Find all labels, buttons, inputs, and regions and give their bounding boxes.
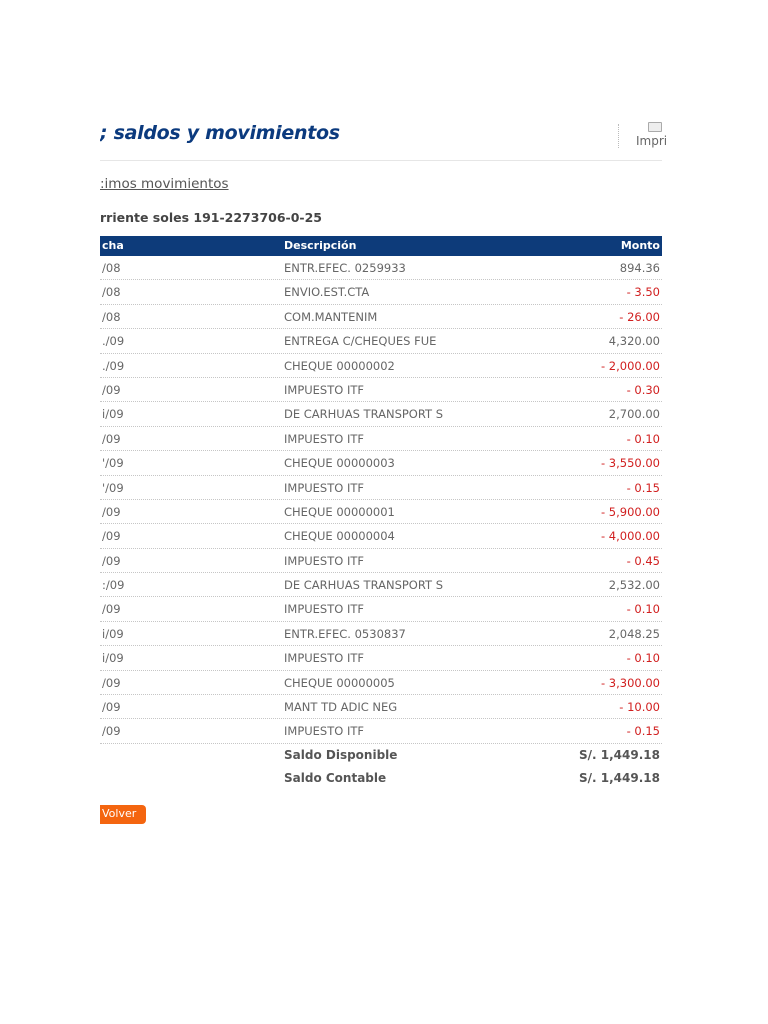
row-fecha: /09	[102, 700, 121, 715]
row-descripcion: IMPUESTO ITF	[284, 480, 364, 495]
row-monto: - 2,000.00	[600, 358, 660, 373]
row-descripcion: CHEQUE 00000005	[284, 675, 395, 690]
row-descripcion: DE CARHUAS TRANSPORT S	[284, 578, 443, 593]
table-row	[100, 402, 662, 426]
row-monto: - 0.10	[626, 431, 660, 446]
table-row	[100, 695, 662, 719]
table-row	[100, 451, 662, 475]
table-row	[100, 500, 662, 524]
row-fecha: /08	[102, 285, 121, 300]
viewport-crop-mask	[0, 0, 100, 1024]
row-fecha: i/09	[102, 407, 124, 422]
row-fecha: ./09	[102, 334, 125, 349]
row-monto: 2,700.00	[608, 407, 660, 422]
table-body	[100, 256, 662, 744]
row-descripcion: IMPUESTO ITF	[284, 602, 364, 617]
total-label: Saldo Disponible	[284, 748, 398, 762]
row-monto: - 26.00	[619, 309, 660, 324]
movements-table	[100, 236, 662, 796]
row-fecha: '/09	[102, 480, 124, 495]
row-monto: - 4,000.00	[600, 529, 660, 544]
table-header	[100, 236, 662, 256]
row-monto: 2,048.25	[608, 626, 660, 641]
table-row	[100, 622, 662, 646]
account-label: rriente soles 191-2273706-0-25	[100, 210, 323, 225]
section-heading[interactable]: :imos movimientos	[100, 176, 229, 192]
row-fecha: /09	[102, 602, 121, 617]
row-monto: - 10.00	[619, 700, 660, 715]
column-header-descripcion: Descripción	[284, 239, 357, 252]
row-monto: - 5,900.00	[600, 504, 660, 519]
table-row	[100, 671, 662, 695]
row-descripcion: ENVIO.EST.CTA	[284, 285, 370, 300]
table-row	[100, 305, 662, 329]
row-descripcion: ENTR.EFEC. 0259933	[284, 261, 406, 275]
page-title: ; saldos y movimientos	[100, 122, 340, 144]
row-descripcion: DE CARHUAS TRANSPORT S	[284, 407, 443, 422]
table-row	[100, 646, 662, 670]
table-row	[100, 280, 662, 304]
row-monto: - 3.50	[626, 285, 660, 300]
row-monto: - 3,300.00	[600, 675, 660, 690]
table-row	[100, 597, 662, 621]
row-descripcion: IMPUESTO ITF	[284, 431, 364, 446]
row-descripcion: IMPUESTO ITF	[284, 553, 364, 568]
table-totals	[100, 744, 662, 790]
row-monto: 2,532.00	[608, 578, 660, 593]
row-fecha: /09	[102, 553, 121, 568]
print-link[interactable]	[632, 118, 668, 152]
printer-icon	[648, 122, 662, 132]
total-amount: S/. 1,449.18	[579, 748, 660, 762]
row-descripcion: IMPUESTO ITF	[284, 651, 364, 666]
row-monto: - 0.45	[626, 553, 660, 568]
total-amount: S/. 1,449.18	[579, 771, 660, 785]
row-descripcion: CHEQUE 00000004	[284, 529, 395, 544]
table-row	[100, 378, 662, 402]
table-row	[100, 549, 662, 573]
total-row	[100, 744, 662, 767]
table-row	[100, 719, 662, 743]
row-monto: - 0.15	[626, 480, 660, 495]
row-monto: - 0.10	[626, 651, 660, 666]
row-monto: - 3,550.00	[600, 456, 660, 471]
row-monto: 4,320.00	[608, 334, 660, 349]
row-fecha: /08	[102, 261, 121, 275]
table-row	[100, 329, 662, 353]
row-monto: 894.36	[619, 261, 660, 275]
table-row	[100, 354, 662, 378]
table-row	[100, 573, 662, 597]
row-fecha: /08	[102, 309, 121, 324]
column-header-monto: Monto	[620, 239, 660, 252]
row-fecha: /09	[102, 431, 121, 446]
row-fecha: /09	[102, 382, 121, 397]
back-button-label: Volver	[102, 807, 137, 820]
row-fecha: /09	[102, 504, 121, 519]
header-divider	[618, 124, 619, 148]
row-monto: - 0.15	[626, 724, 660, 739]
row-fecha: /09	[102, 675, 121, 690]
table-row	[100, 256, 662, 280]
row-fecha: ./09	[102, 358, 125, 373]
row-fecha: i/09	[102, 626, 124, 641]
row-fecha: :/09	[102, 578, 125, 593]
table-row	[100, 427, 662, 451]
title-divider	[100, 160, 662, 161]
table-row	[100, 524, 662, 548]
row-descripcion: CHEQUE 00000002	[284, 358, 395, 373]
table-row	[100, 476, 662, 500]
print-label: Impri	[636, 134, 668, 148]
row-descripcion: IMPUESTO ITF	[284, 382, 364, 397]
row-fecha: '/09	[102, 456, 124, 471]
row-monto: - 0.10	[626, 602, 660, 617]
row-descripcion: ENTR.EFEC. 0530837	[284, 626, 406, 641]
row-fecha: /09	[102, 529, 121, 544]
row-descripcion: MANT TD ADIC NEG	[284, 700, 398, 715]
row-descripcion: IMPUESTO ITF	[284, 724, 364, 739]
row-descripcion: COM.MANTENIM	[284, 309, 378, 324]
row-descripcion: CHEQUE 00000001	[284, 504, 395, 519]
row-monto: - 0.30	[626, 382, 660, 397]
row-fecha: /09	[102, 724, 121, 739]
total-row	[100, 767, 662, 790]
row-descripcion: CHEQUE 00000003	[284, 456, 395, 471]
total-label: Saldo Contable	[284, 771, 387, 785]
row-descripcion: ENTREGA C/CHEQUES FUE	[284, 334, 437, 349]
row-fecha: i/09	[102, 651, 124, 666]
column-header-fecha: cha	[102, 239, 124, 252]
